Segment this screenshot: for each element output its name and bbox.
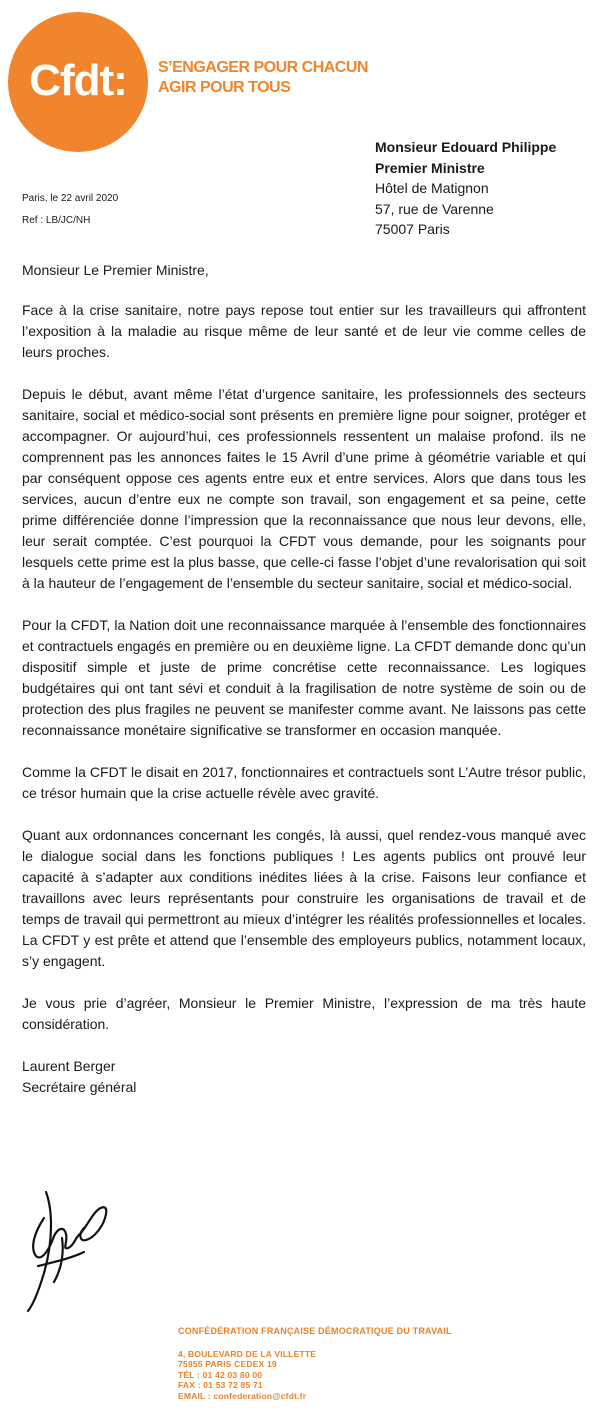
closing-paragraph: Je vous prie d’agréer, Monsieur le Premier Ministre, l’expression de ma très haute considération.	[22, 995, 586, 1032]
signer-name: Laurent Berger	[22, 1058, 116, 1074]
paragraph: Comme la CFDT le disait en 2017, fonctionnaires et contractuels sont L’Autre trésor public, ce trésor humain que la crise actuelle révèle avec gravité.	[22, 764, 586, 801]
paragraph: Quant aux ordonnances concernant les congés, là aussi, quel rendez-vous manqué avec le dialogue social dans les fonctions publiques ! Les agents publics ont prouvé leur capacité à s’adapter aux conditions inédites liées à la crise. Faisons leur confiance et travaillons avec leurs représentants pour construire les organisations de travail et de temps de travail qui permettront au mieux d’intégrer les réalités professionnelles et locales. La CFDT y est prête et attend que l’ensemble des employeurs publics, notamment locaux, s’y engagent.	[22, 827, 586, 969]
paragraph: Pour la CFDT, la Nation doit une reconnaissance marquée à l’ensemble des fonctionnaires et contractuels engagés en première ou en deuxième ligne. La CFDT demande donc qu’un dispositif simple et juste de prime concrétise cette reconnaissance. Les logiques budgétaires qui ont tant sévi et conduit à la fragilisation de notre système de soin ou de protection des plus fragiles ne peuvent se manifester comme avant. Ne laissons pas cette reconnaissance monétaire significative se transformer en occasion manquée.	[22, 617, 586, 738]
signer-title: Secrétaire général	[22, 1079, 137, 1095]
footer-organization: CONFÉDÉRATION FRANÇAISE DÉMOCRATIQUE DU TRAVAIL	[178, 1326, 452, 1336]
cfdt-logo	[8, 12, 148, 152]
signer-block	[22, 1056, 586, 1098]
letter-meta	[22, 188, 118, 232]
logo-text: Cfdt:	[29, 56, 127, 105]
footer-email: EMAIL : confederation@cfdt.fr	[178, 1390, 307, 1401]
recipient-address-line-2: 57, rue de Varenne	[375, 200, 494, 217]
footer-street: 4, BOULEVARD DE LA VILLETTE	[178, 1348, 317, 1359]
paragraph: Depuis le début, avant même l’état d’urgence sanitaire, les professionnels des secteurs sanitaire, social et médico-social sont présents en première ligne pour soigner, protéger et accompagner. Or aujourd’hui, ces professionnels ressentent un malaise profond. ils ne comprennent pas les annonces faites le 15 Avril d’une prime à géométrie variable et qui par conséquent oppose ces agents entre eux et entre services. Alors que dans tous les services, aucun d’entre eux ne compte son travail, son engagement et sa peine, cette prime différenciée donne l’impression que la reconnaissance que nous leur devons, elle, leur serait comptée. C’est pourquoi la CFDT vous demande, pour les soignants pour lesquels cette prime est la plus basse, que celle-ci fasse l’objet d’une revalorisation qui soit à la hauteur de l’engagement de l’ensemble du secteur sanitaire, social et médico-social.	[22, 386, 586, 591]
salutation: Monsieur Le Premier Ministre,	[22, 262, 209, 278]
recipient-address-line-3: 75007 Paris	[375, 221, 450, 237]
footer-fax: FAX : 01 53 72 85 71	[178, 1380, 263, 1390]
footer-address	[178, 1326, 452, 1401]
slogan	[158, 58, 368, 98]
recipient-title: Premier Ministre	[375, 159, 485, 176]
footer-city: 75955 PARIS CEDEX 19	[178, 1359, 277, 1369]
slogan-line-2: AGIR POUR TOUS	[158, 79, 291, 96]
recipient-address	[375, 137, 556, 240]
recipient-name: Monsieur Edouard Philippe	[375, 139, 557, 155]
letter-reference: Ref : LB/JC/NH	[22, 215, 91, 226]
slogan-line-1: S’ENGAGER POUR CHACUN	[158, 59, 368, 76]
paragraph: Face à la crise sanitaire, notre pays repose tout entier sur les travailleurs qui affrontent l’exposition à la maladie au risque même de leur santé et de leur vie comme celles de leurs proches.	[22, 302, 586, 360]
letter-body	[22, 260, 586, 1098]
handwritten-signature	[24, 1178, 114, 1313]
footer-telephone: TÉL : 01 42 03 80 00	[178, 1369, 263, 1380]
recipient-address-line-1: Hôtel de Matignon	[375, 180, 489, 196]
letter-date: Paris, le 22 avril 2020	[22, 193, 119, 204]
